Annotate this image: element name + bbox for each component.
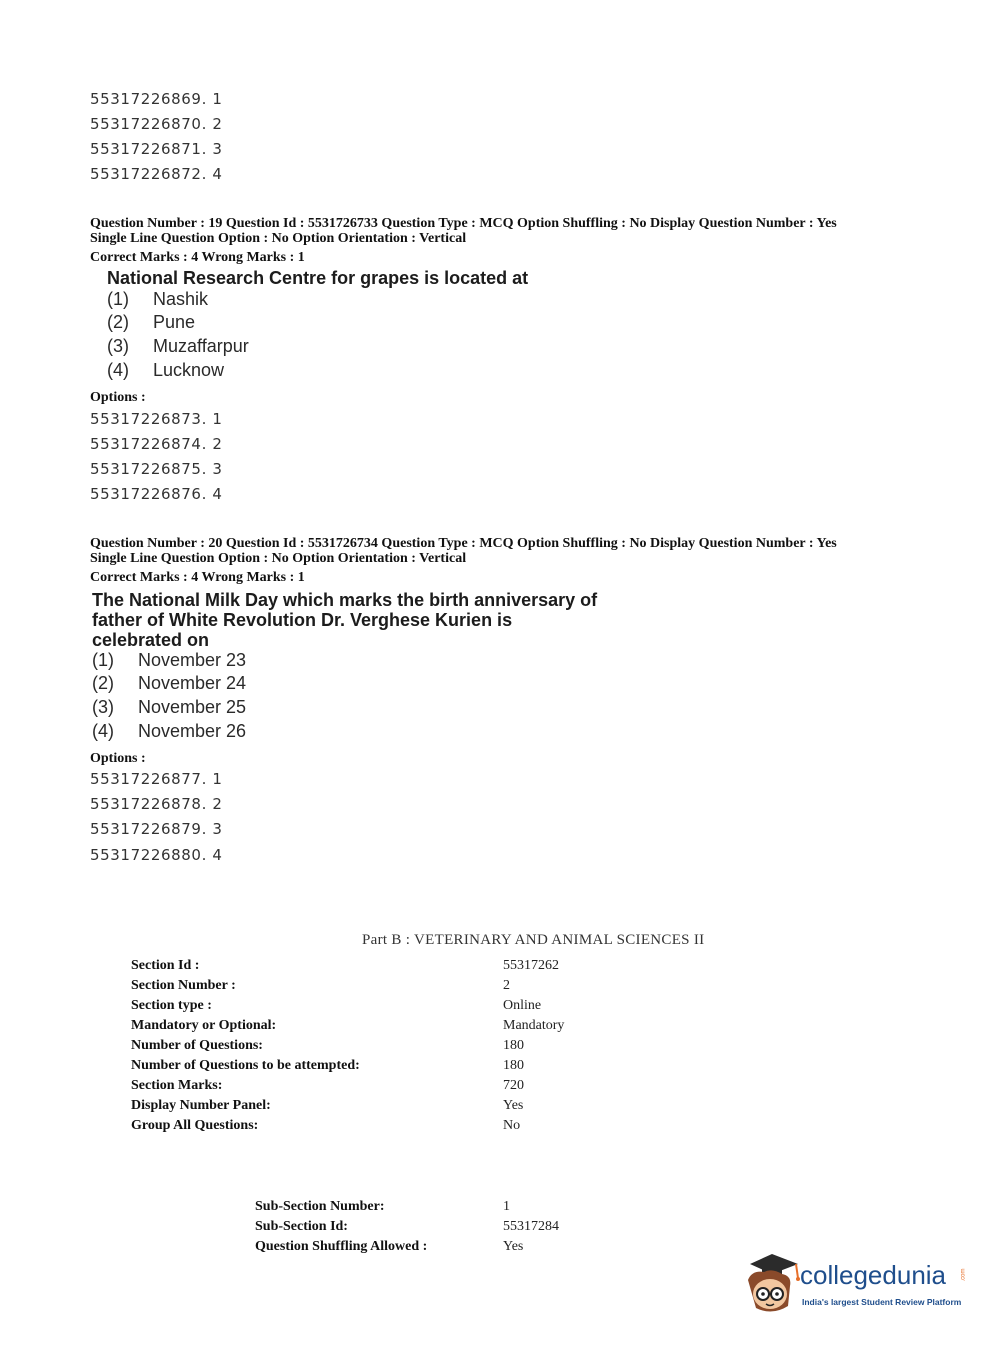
section-field-value: Yes xyxy=(503,1098,524,1113)
section-field-value: No xyxy=(503,1118,521,1133)
section-field-value: 55317262 xyxy=(503,958,559,973)
choice-number: (1) xyxy=(92,650,114,670)
section-field-value: 2 xyxy=(503,978,510,993)
section-field-value: 180 xyxy=(503,1038,524,1053)
section-field-value: Mandatory xyxy=(503,1018,565,1033)
option-id-line: 55317226873. 1 xyxy=(90,410,223,428)
options-label: Options : xyxy=(90,751,146,766)
choice-number: (1) xyxy=(107,289,129,309)
option-id-line: 55317226875. 3 xyxy=(90,460,223,478)
question-meta: Question Number : 20 Question Id : 5531726734 Question Type : MCQ Option Shuffling : No Display Question Number : Yes xyxy=(90,536,837,551)
choice-number: (2) xyxy=(107,312,129,332)
section-field-label: Section Marks: xyxy=(131,1078,223,1093)
question-meta: Single Line Question Option : No Option Orientation : Vertical xyxy=(90,231,467,246)
question-meta: Single Line Question Option : No Option Orientation : Vertical xyxy=(90,551,467,566)
subsection-field-label: Sub-Section Number: xyxy=(255,1199,385,1214)
section-field-label: Group All Questions: xyxy=(131,1118,259,1133)
subsection-field-value: Yes xyxy=(503,1239,524,1254)
part-title: Part B : VETERINARY AND ANIMAL SCIENCES II xyxy=(362,932,705,948)
answer-choice xyxy=(107,312,195,333)
answer-choice xyxy=(107,289,208,310)
section-field-label: Section type : xyxy=(131,998,212,1013)
choice-number: (3) xyxy=(92,697,114,717)
subsection-field-value: 1 xyxy=(503,1199,510,1214)
option-id-line: 55317226877. 1 xyxy=(90,770,223,788)
choice-number: (2) xyxy=(92,673,114,693)
option-id-line: 55317226880. 4 xyxy=(90,846,223,864)
choice-number: (4) xyxy=(92,721,114,741)
choice-text: Pune xyxy=(153,312,196,332)
mascot-icon xyxy=(742,1250,802,1320)
choice-text: November 25 xyxy=(138,697,247,717)
section-field-value: Online xyxy=(503,998,542,1013)
choice-text: Lucknow xyxy=(153,360,225,380)
answer-choice xyxy=(92,650,246,671)
logo-domain-suffix: .com xyxy=(960,1268,967,1282)
question-text: father of White Revolution Dr. Verghese Kurien is xyxy=(92,610,513,630)
option-id-line: 55317226870. 2 xyxy=(90,115,223,133)
answer-choice xyxy=(107,336,249,357)
option-id-line: 55317226876. 4 xyxy=(90,485,223,503)
choice-text: November 23 xyxy=(138,650,247,670)
section-field-label: Number of Questions: xyxy=(131,1038,263,1053)
section-field-label: Mandatory or Optional: xyxy=(131,1018,277,1033)
subsection-field-label: Question Shuffling Allowed : xyxy=(255,1239,428,1254)
subsection-field-value: 55317284 xyxy=(503,1219,559,1234)
option-id-line: 55317226878. 2 xyxy=(90,795,223,813)
options-label: Options : xyxy=(90,390,146,405)
section-field-label: Section Number : xyxy=(131,978,236,993)
logo-wordmark: collegedunia xyxy=(800,1260,947,1290)
answer-choice xyxy=(92,697,246,718)
choice-text: November 24 xyxy=(138,673,247,693)
question-meta: Question Number : 19 Question Id : 5531726733 Question Type : MCQ Option Shuffling : No Display Question Number : Yes xyxy=(90,216,837,231)
collegedunia-logo[interactable] xyxy=(742,1250,972,1320)
subsection-field-label: Sub-Section Id: xyxy=(255,1219,348,1234)
question-text: celebrated on xyxy=(92,630,210,650)
section-field-value: 720 xyxy=(503,1078,524,1093)
question-marks: Correct Marks : 4 Wrong Marks : 1 xyxy=(90,570,305,585)
section-field-value: 180 xyxy=(503,1058,524,1073)
option-id-line: 55317226869. 1 xyxy=(90,90,223,108)
choice-number: (3) xyxy=(107,336,129,356)
question-text: The National Milk Day which marks the birth anniversary of xyxy=(92,590,598,610)
section-field-label: Section Id : xyxy=(131,958,200,973)
choice-number: (4) xyxy=(107,360,129,380)
question-text: National Research Centre for grapes is located at xyxy=(107,268,529,288)
choice-text: Nashik xyxy=(153,289,209,309)
answer-choice xyxy=(107,360,224,381)
section-field-label: Display Number Panel: xyxy=(131,1098,271,1113)
option-id-line: 55317226871. 3 xyxy=(90,140,223,158)
choice-text: November 26 xyxy=(138,721,247,741)
section-field-label: Number of Questions to be attempted: xyxy=(131,1058,360,1073)
option-id-line: 55317226872. 4 xyxy=(90,165,223,183)
choice-text: Muzaffarpur xyxy=(153,336,249,356)
option-id-line: 55317226879. 3 xyxy=(90,820,223,838)
question-marks: Correct Marks : 4 Wrong Marks : 1 xyxy=(90,250,305,265)
option-id-line: 55317226874. 2 xyxy=(90,435,223,453)
answer-choice xyxy=(92,673,246,694)
logo-tagline: India's largest Student Review Platform xyxy=(802,1297,962,1307)
answer-choice xyxy=(92,721,246,742)
